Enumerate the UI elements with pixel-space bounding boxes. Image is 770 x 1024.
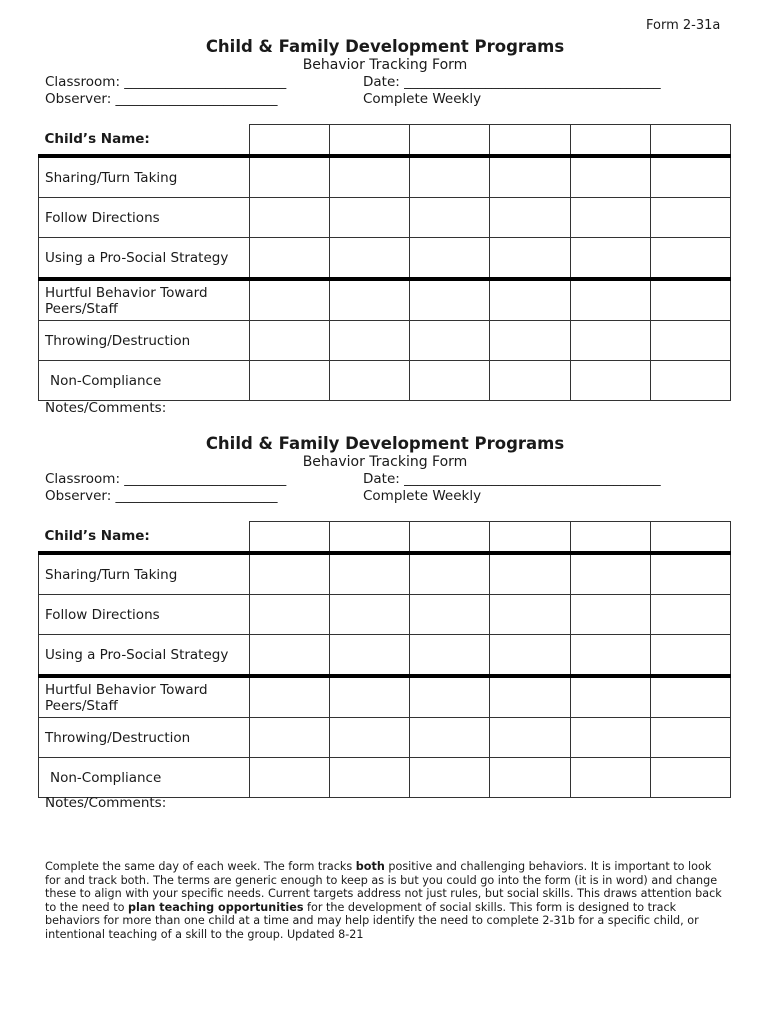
- behavior-label: Non-Compliance: [39, 361, 250, 401]
- tally-cell[interactable]: [570, 361, 650, 401]
- behavior-label: Hurtful Behavior Toward Peers/Staff: [39, 279, 250, 321]
- tally-cell[interactable]: [249, 238, 329, 280]
- tally-cell[interactable]: [249, 595, 329, 635]
- behavior-label: Throwing/Destruction: [39, 718, 250, 758]
- tally-cell[interactable]: [249, 198, 329, 238]
- child-name-cell[interactable]: [490, 522, 570, 554]
- behavior-row: [39, 279, 731, 321]
- tally-cell[interactable]: [329, 238, 409, 280]
- behavior-label: Throwing/Destruction: [39, 321, 250, 361]
- tally-cell[interactable]: [490, 321, 570, 361]
- tally-cell[interactable]: [650, 279, 730, 321]
- tally-cell[interactable]: [650, 595, 730, 635]
- tally-cell[interactable]: [490, 238, 570, 280]
- tally-cell[interactable]: [249, 676, 329, 718]
- tally-cell[interactable]: [570, 553, 650, 595]
- frequency-note: Complete Weekly: [363, 91, 482, 107]
- tally-cell[interactable]: [490, 676, 570, 718]
- tally-cell[interactable]: [570, 635, 650, 677]
- instructions-text: positive and challenging behaviors. It is important to look for and track both. The terms are generic enough to keep as is but you could go into the form (it is in word) and change these to align with your specific needs. Current targets address not just rules, but social skills. This draws attention back to the need to: [45, 860, 722, 914]
- tally-cell[interactable]: [650, 156, 730, 198]
- tally-cell[interactable]: [570, 718, 650, 758]
- tally-cell[interactable]: [329, 198, 409, 238]
- behavior-row: [39, 156, 731, 198]
- tally-cell[interactable]: [650, 676, 730, 718]
- tally-cell[interactable]: [570, 198, 650, 238]
- tally-cell[interactable]: [329, 156, 409, 198]
- tally-cell[interactable]: [570, 321, 650, 361]
- tally-cell[interactable]: [650, 238, 730, 280]
- instructions-emphasis: plan teaching opportunities: [128, 900, 304, 914]
- tally-cell[interactable]: [249, 635, 329, 677]
- tally-cell[interactable]: [490, 758, 570, 798]
- tally-cell[interactable]: [490, 156, 570, 198]
- behavior-row: [39, 553, 731, 595]
- child-name-row: [39, 125, 731, 157]
- behavior-label: Sharing/Turn Taking: [39, 156, 250, 198]
- tally-cell[interactable]: [249, 758, 329, 798]
- tally-cell[interactable]: [650, 758, 730, 798]
- form-code: Form 2-31a: [646, 18, 721, 33]
- behavior-label: Using a Pro-Social Strategy: [39, 238, 250, 280]
- behavior-row: [39, 595, 731, 635]
- tally-cell[interactable]: [410, 553, 490, 595]
- tally-cell[interactable]: [329, 279, 409, 321]
- tally-cell[interactable]: [249, 321, 329, 361]
- tally-cell[interactable]: [570, 279, 650, 321]
- tracking-form-2: [0, 434, 770, 814]
- behavior-row: [39, 758, 731, 798]
- notes-label[interactable]: Notes/Comments:: [45, 400, 167, 416]
- child-name-cell[interactable]: [249, 125, 329, 157]
- tally-cell[interactable]: [249, 553, 329, 595]
- child-name-cell[interactable]: [570, 522, 650, 554]
- tally-cell[interactable]: [249, 361, 329, 401]
- form-subtitle: Behavior Tracking Form: [302, 57, 468, 73]
- tracking-form-1: [0, 37, 770, 417]
- behavior-label: Non-Compliance: [39, 758, 250, 798]
- tally-cell[interactable]: [410, 238, 490, 280]
- form-title: Child & Family Development Programs: [205, 434, 565, 453]
- tally-cell[interactable]: [410, 198, 490, 238]
- child-name-row: [39, 522, 731, 554]
- tally-cell[interactable]: [329, 553, 409, 595]
- tally-cell[interactable]: [490, 635, 570, 677]
- tally-cell[interactable]: [410, 718, 490, 758]
- child-name-label: Child’s Name:: [39, 522, 250, 554]
- behavior-row: [39, 198, 731, 238]
- behavior-row: [39, 635, 731, 677]
- behavior-row: [39, 361, 731, 401]
- tally-cell[interactable]: [650, 361, 730, 401]
- date-field[interactable]: Date: ______________________________________: [363, 74, 661, 90]
- date-field[interactable]: Date: ______________________________________: [363, 471, 661, 487]
- tally-cell[interactable]: [249, 156, 329, 198]
- tally-cell[interactable]: [410, 321, 490, 361]
- child-name-cell[interactable]: [490, 125, 570, 157]
- behavior-label: Sharing/Turn Taking: [39, 553, 250, 595]
- tally-cell[interactable]: [410, 361, 490, 401]
- tally-cell[interactable]: [570, 676, 650, 718]
- tally-cell[interactable]: [490, 595, 570, 635]
- tally-cell[interactable]: [490, 279, 570, 321]
- tally-cell[interactable]: [650, 718, 730, 758]
- behavior-label: Follow Directions: [39, 595, 250, 635]
- tally-cell[interactable]: [410, 156, 490, 198]
- tally-cell[interactable]: [329, 635, 409, 677]
- classroom-field[interactable]: Classroom: ________________________: [45, 471, 287, 487]
- child-name-label: Child’s Name:: [39, 125, 250, 157]
- behavior-row: [39, 321, 731, 361]
- tally-cell[interactable]: [570, 758, 650, 798]
- child-name-cell[interactable]: [329, 522, 409, 554]
- tally-cell[interactable]: [410, 279, 490, 321]
- child-name-cell[interactable]: [650, 522, 730, 554]
- tally-cell[interactable]: [249, 279, 329, 321]
- tally-cell[interactable]: [570, 595, 650, 635]
- tally-cell[interactable]: [490, 553, 570, 595]
- tally-cell[interactable]: [490, 361, 570, 401]
- tally-cell[interactable]: [570, 156, 650, 198]
- behavior-label: Hurtful Behavior Toward Peers/Staff: [39, 676, 250, 718]
- tally-cell[interactable]: [650, 635, 730, 677]
- form-title: Child & Family Development Programs: [205, 37, 565, 56]
- behavior-row: [39, 238, 731, 280]
- tally-cell[interactable]: [329, 758, 409, 798]
- tally-cell[interactable]: [329, 361, 409, 401]
- frequency-note: Complete Weekly: [363, 488, 482, 504]
- child-name-cell[interactable]: [650, 125, 730, 157]
- behavior-row: [39, 718, 731, 758]
- tally-cell[interactable]: [329, 718, 409, 758]
- tally-cell[interactable]: [329, 595, 409, 635]
- instructions-text: Complete the same day of each week. The form tracks: [45, 860, 356, 873]
- classroom-field[interactable]: Classroom: ________________________: [45, 74, 287, 90]
- child-name-cell[interactable]: [249, 522, 329, 554]
- tally-cell[interactable]: [490, 718, 570, 758]
- tally-cell[interactable]: [329, 676, 409, 718]
- behavior-grid: [38, 521, 731, 798]
- instructions-text: for the development of social skills. This form is designed to track behaviors for more than one child at a time and may help identify the need to complete 2-31b for a specific child, or intentional teaching of a skill to the group. Updated 8-21: [45, 900, 699, 941]
- tally-cell[interactable]: [490, 198, 570, 238]
- behavior-label: Using a Pro-Social Strategy: [39, 635, 250, 677]
- child-name-cell[interactable]: [329, 125, 409, 157]
- tally-cell[interactable]: [249, 718, 329, 758]
- child-name-cell[interactable]: [410, 125, 490, 157]
- tally-cell[interactable]: [650, 553, 730, 595]
- tally-cell[interactable]: [410, 676, 490, 718]
- notes-label[interactable]: Notes/Comments:: [45, 795, 167, 811]
- tally-cell[interactable]: [410, 635, 490, 677]
- tally-cell[interactable]: [410, 595, 490, 635]
- tally-cell[interactable]: [410, 758, 490, 798]
- tally-cell[interactable]: [650, 198, 730, 238]
- behavior-row: [39, 676, 731, 718]
- observer-field[interactable]: Observer: ________________________: [45, 91, 278, 107]
- behavior-label: Follow Directions: [39, 198, 250, 238]
- form-subtitle: Behavior Tracking Form: [302, 454, 468, 470]
- observer-field[interactable]: Observer: ________________________: [45, 488, 278, 504]
- tally-cell[interactable]: [650, 321, 730, 361]
- child-name-cell[interactable]: [410, 522, 490, 554]
- tally-cell[interactable]: [329, 321, 409, 361]
- child-name-cell[interactable]: [570, 125, 650, 157]
- instructions-emphasis: both: [355, 860, 385, 873]
- instructions-paragraph: [45, 860, 725, 942]
- tally-cell[interactable]: [570, 238, 650, 280]
- behavior-grid: [38, 124, 731, 401]
